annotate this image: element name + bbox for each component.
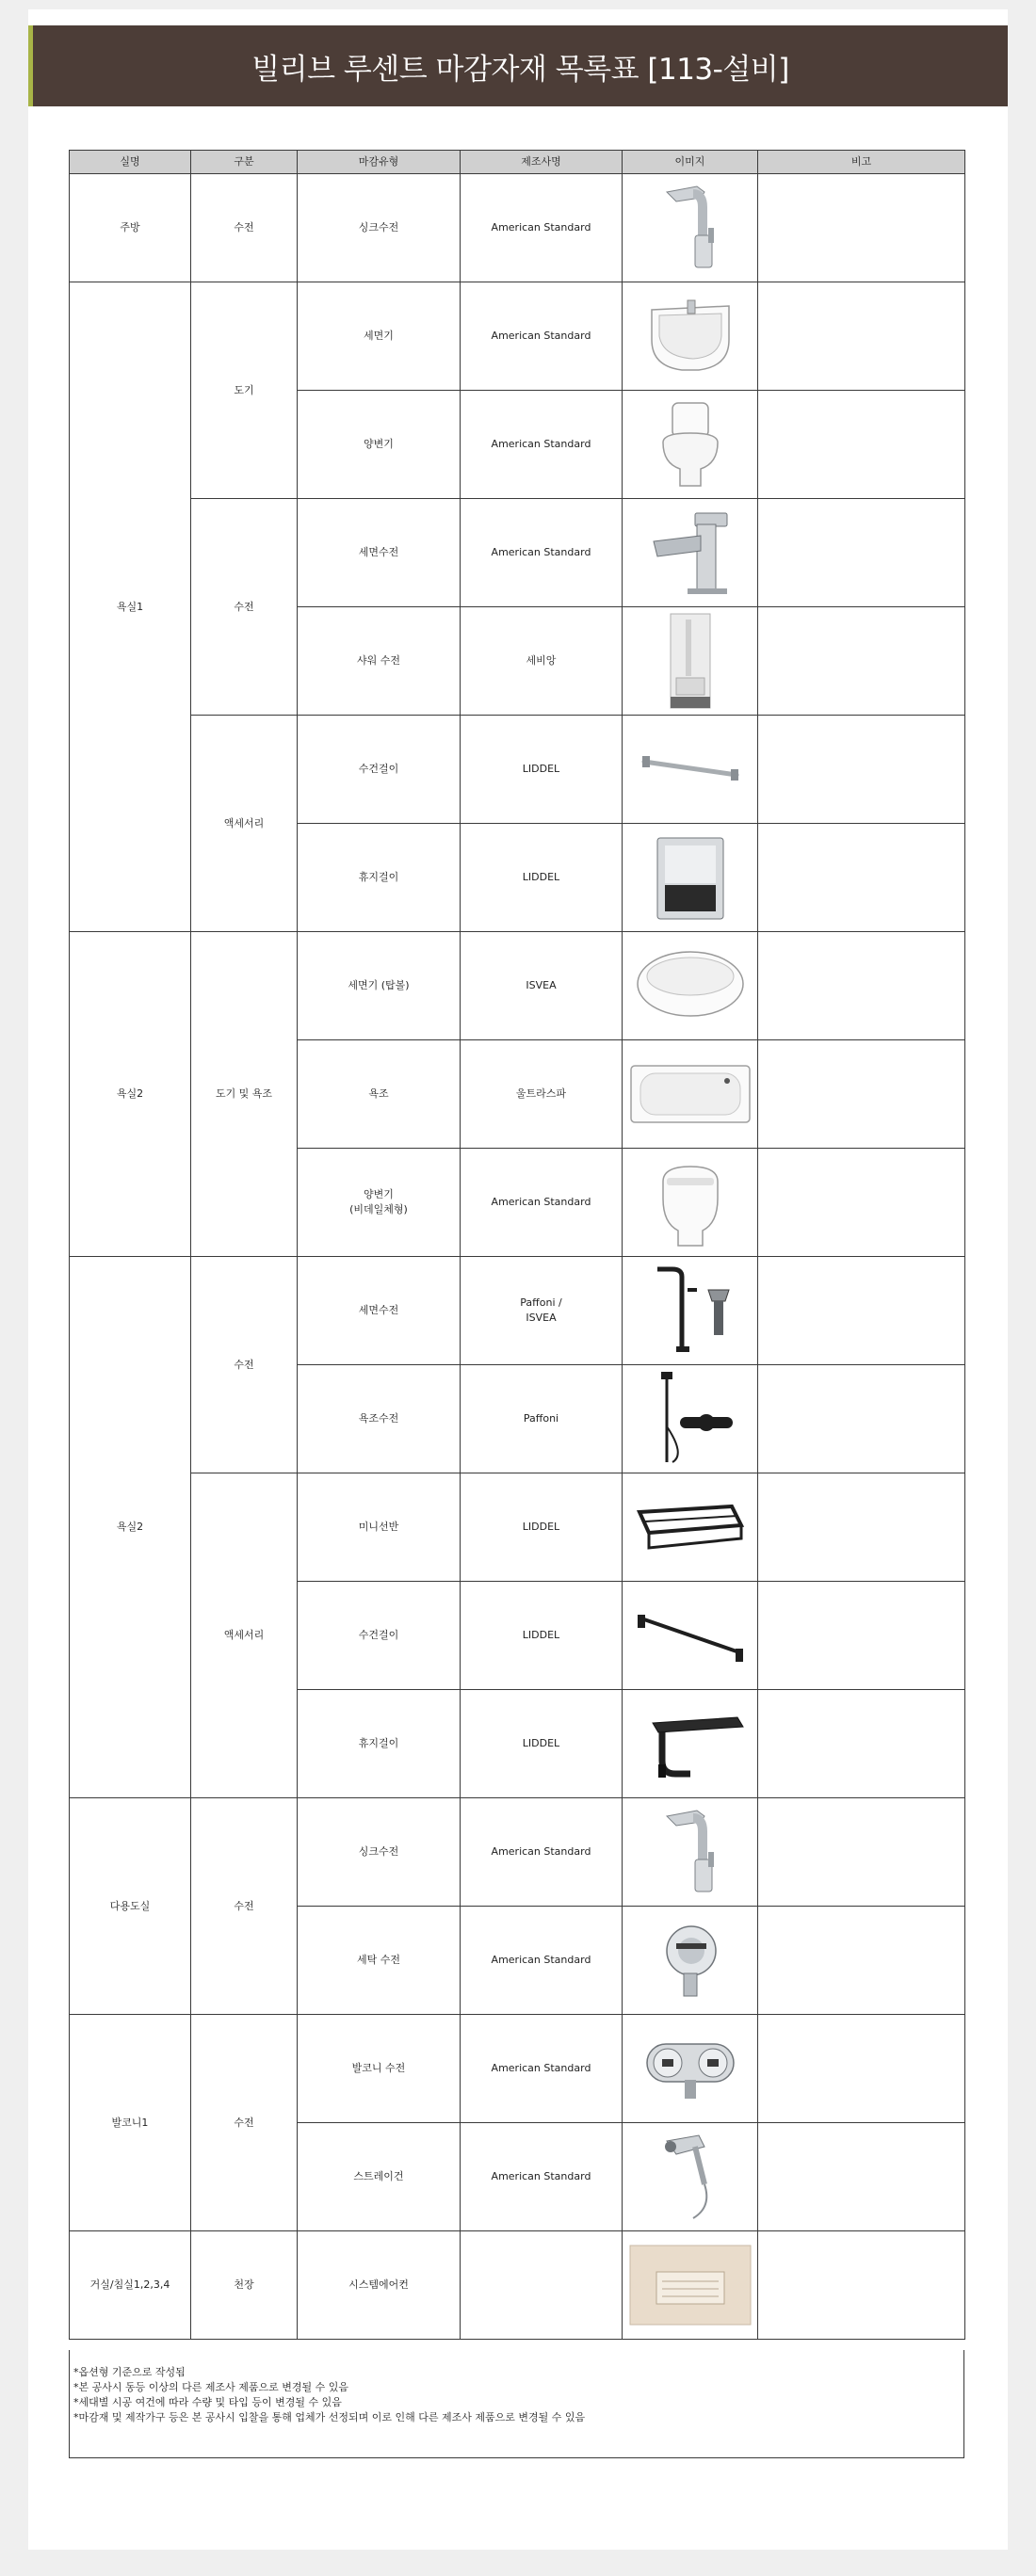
note-cell	[758, 2231, 965, 2340]
room-cell: 발코니1	[70, 2015, 191, 2231]
room-cell: 욕실2	[70, 1257, 191, 1798]
materials-table	[69, 150, 965, 2340]
category-cell: 천장	[191, 2231, 298, 2340]
room-cell: 주방	[70, 174, 191, 282]
black-basin-faucet-icon	[628, 1260, 753, 1361]
balcony-faucet-icon	[628, 2018, 753, 2119]
black-towel-bar-icon	[628, 1585, 753, 1686]
black-shower-faucet-icon	[628, 1368, 753, 1470]
black-paper-holder-icon	[628, 1693, 753, 1795]
category-cell: 수전	[191, 499, 298, 716]
note-cell	[758, 1582, 965, 1690]
note-cell	[758, 607, 965, 716]
col-header-category: 구분	[191, 151, 298, 174]
item-cell: 욕조수전	[298, 1365, 461, 1473]
black-shelf-icon	[628, 1476, 753, 1578]
item-cell: 싱크수전	[298, 174, 461, 282]
room-cell: 욕실2	[70, 932, 191, 1257]
category-cell: 수전	[191, 2015, 298, 2231]
category-cell: 액세서리	[191, 1473, 298, 1798]
sink-faucet-icon	[628, 177, 753, 279]
maker-cell: American Standard	[461, 1907, 623, 2015]
room-cell: 욕실1	[70, 282, 191, 932]
maker-text: Paffoni / ISVEA	[520, 1296, 562, 1324]
item-cell: 세면수전	[298, 1257, 461, 1365]
note-cell	[758, 1473, 965, 1582]
category-cell: 수전	[191, 1257, 298, 1473]
table-header-row	[70, 151, 965, 174]
maker-cell: ISVEA	[461, 932, 623, 1040]
table-row	[70, 1257, 965, 1365]
note-cell	[758, 932, 965, 1040]
item-cell: 세면기	[298, 282, 461, 391]
maker-cell: American Standard	[461, 2015, 623, 2123]
maker-cell: American Standard	[461, 391, 623, 499]
maker-cell: American Standard	[461, 1798, 623, 1907]
table-row	[70, 174, 965, 282]
maker-cell: American Standard	[461, 2123, 623, 2231]
item-cell: 세탁 수전	[298, 1907, 461, 2015]
maker-cell: LIDDEL	[461, 716, 623, 824]
item-cell: 발코니 수전	[298, 2015, 461, 2123]
item-cell: 세면수전	[298, 499, 461, 607]
maker-cell: American Standard	[461, 174, 623, 282]
maker-cell: 울트라스파	[461, 1040, 623, 1149]
note-line: *마감재 및 제작가구 등은 본 공사시 입찰을 통해 업체가 선정되며 이로 인해 다른 제조사 제품으로 변경될 수 있음	[73, 2411, 586, 2423]
maker-cell: LIDDEL	[461, 1473, 623, 1582]
paper-holder-icon	[628, 827, 753, 928]
room-cell: 거실/침실1,2,3,4	[70, 2231, 191, 2340]
item-cell: 휴지걸이	[298, 1690, 461, 1798]
category-cell: 액세서리	[191, 716, 298, 932]
item-cell: 욕조	[298, 1040, 461, 1149]
maker-cell: Paffoni	[461, 1365, 623, 1473]
basin-faucet-icon	[628, 502, 753, 604]
page	[28, 9, 1008, 2550]
note-cell	[758, 282, 965, 391]
table-row	[70, 2231, 965, 2340]
col-header-room: 실명	[70, 151, 191, 174]
note-cell	[758, 174, 965, 282]
maker-cell	[461, 2231, 623, 2340]
item-cell: 싱크수전	[298, 1798, 461, 1907]
table-row	[70, 1798, 965, 1907]
item-cell: 양변기	[298, 391, 461, 499]
table-row	[70, 1473, 965, 1582]
bathtub-icon	[628, 1043, 753, 1145]
note-cell	[758, 1690, 965, 1798]
item-cell: 세면기 (탑볼)	[298, 932, 461, 1040]
room-cell: 다용도실	[70, 1798, 191, 2015]
maker-cell: 세비앙	[461, 607, 623, 716]
note-cell	[758, 1040, 965, 1149]
table-row	[70, 282, 965, 391]
note-cell	[758, 1907, 965, 2015]
note-cell	[758, 1798, 965, 1907]
col-header-maker: 제조사명	[461, 151, 623, 174]
vessel-basin-icon	[628, 935, 753, 1037]
col-header-image: 이미지	[623, 151, 758, 174]
item-cell	[298, 1149, 461, 1257]
table-row	[70, 2015, 965, 2123]
notes-box	[69, 2350, 964, 2458]
towel-bar-icon	[628, 718, 753, 820]
category-cell: 도기 및 욕조	[191, 932, 298, 1257]
category-cell: 수전	[191, 174, 298, 282]
item-text: 양변기 (비데일체형)	[349, 1188, 408, 1216]
note-line: *옵션형 기준으로 작성됨	[73, 2366, 186, 2378]
shower-column-icon	[628, 610, 753, 712]
maker-cell: LIDDEL	[461, 1582, 623, 1690]
table-row	[70, 932, 965, 1040]
toilet-icon	[628, 394, 753, 495]
spray-gun-icon	[628, 2126, 753, 2228]
note-cell	[758, 1257, 965, 1365]
maker-cell: LIDDEL	[461, 824, 623, 932]
sink-faucet-icon	[628, 1801, 753, 1903]
note-cell	[758, 716, 965, 824]
note-cell	[758, 499, 965, 607]
washbasin-icon	[628, 285, 753, 387]
table-row	[70, 499, 965, 607]
page-title: 빌리브 루센트 마감자재 목록표 [113-설비]	[251, 52, 789, 87]
laundry-faucet-icon	[628, 1909, 753, 2011]
item-cell: 스트레이건	[298, 2123, 461, 2231]
note-line: *본 공사시 동등 이상의 다른 제조사 제품으로 변경될 수 있음	[73, 2381, 348, 2393]
maker-cell: American Standard	[461, 282, 623, 391]
note-cell	[758, 2123, 965, 2231]
maker-cell: LIDDEL	[461, 1690, 623, 1798]
title-bar	[28, 25, 1008, 106]
col-header-item: 마감유형	[298, 151, 461, 174]
maker-cell: American Standard	[461, 499, 623, 607]
category-cell: 도기	[191, 282, 298, 499]
item-cell: 휴지걸이	[298, 824, 461, 932]
note-cell	[758, 824, 965, 932]
item-cell: 시스템에어컨	[298, 2231, 461, 2340]
item-cell: 샤워 수전	[298, 607, 461, 716]
maker-cell	[461, 1257, 623, 1365]
note-cell	[758, 391, 965, 499]
category-cell: 수전	[191, 1798, 298, 2015]
note-cell	[758, 1149, 965, 1257]
system-aircon-icon	[628, 2234, 753, 2336]
item-cell: 수건걸이	[298, 1582, 461, 1690]
maker-cell: American Standard	[461, 1149, 623, 1257]
note-cell	[758, 2015, 965, 2123]
note-cell	[758, 1365, 965, 1473]
col-header-note: 비고	[758, 151, 965, 174]
item-cell: 수건걸이	[298, 716, 461, 824]
note-line: *세대별 시공 여건에 따라 수량 및 타입 등이 변경될 수 있음	[73, 2396, 342, 2408]
bidet-toilet-icon	[628, 1151, 753, 1253]
table-row	[70, 716, 965, 824]
item-cell: 미니선반	[298, 1473, 461, 1582]
